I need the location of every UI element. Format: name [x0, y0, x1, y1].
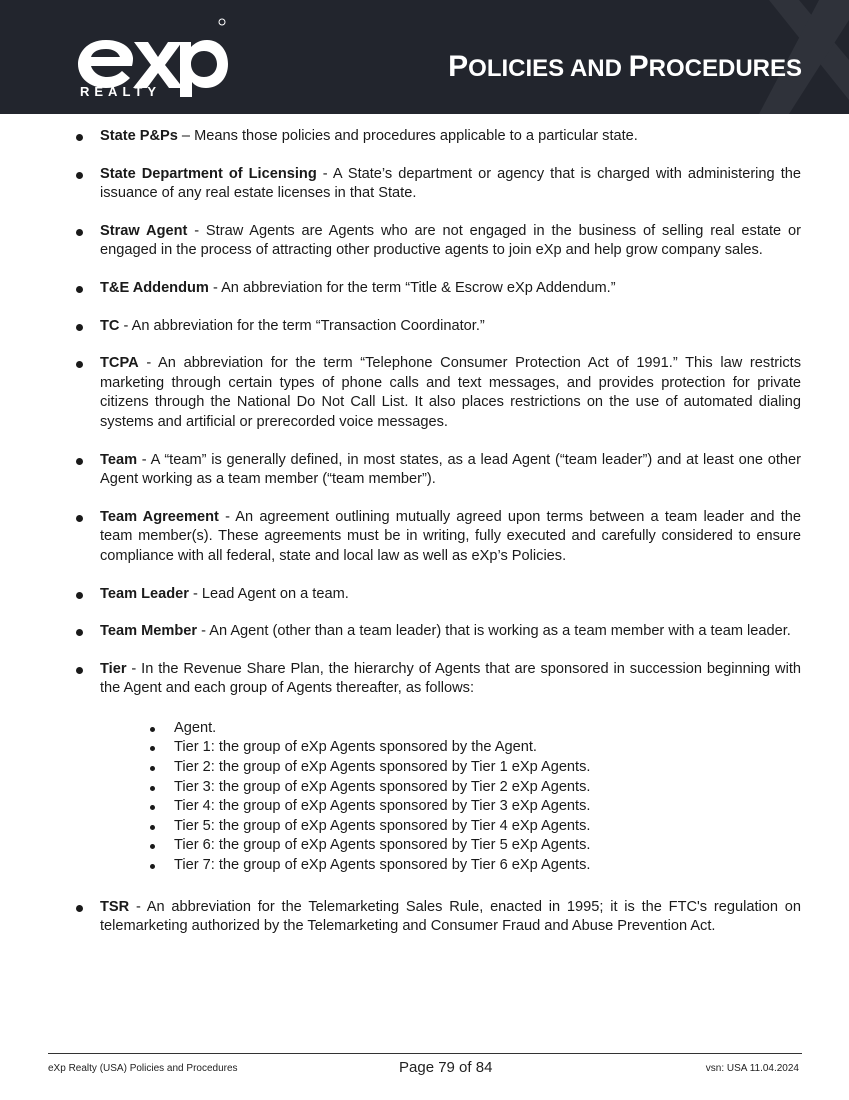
tier-list-item: Tier 3: the group of eXp Agents sponsored by Tier 2 eXp Agents.	[174, 778, 801, 798]
definition-term: Team Leader	[100, 585, 189, 602]
definition-text: - An abbreviation for the Telemarketing Sales Rule, enacted in 1995; it is the FTC's regulation on telemarketing authorized by the Telemarketing and Consumer Fraud and Abuse Prevention Act.	[100, 898, 801, 935]
definition-text: - In the Revenue Share Plan, the hierarchy of Agents that are sponsored in succession beginning with the Agent and each group of Agents thereafter, as follows:	[100, 660, 801, 697]
svg-text:REALTY: REALTY	[80, 84, 162, 99]
definition-term: TSR	[100, 898, 130, 915]
definition-text: - A State’s department or agency that is charged with administering the issuance of any real estate licenses in that State.	[100, 165, 801, 202]
page-header	[0, 0, 849, 114]
page-title: POLICIES AND PROCEDURES	[448, 50, 802, 83]
definition-text: - An agreement outlining mutually agreed upon terms between a team leader and the team member(s). These agreements must be in writing, fully executed and carefully considered to ensure compliance with all federal, state and local law as well as eXp’s Policies.	[100, 508, 801, 564]
definition-item	[100, 451, 801, 490]
definition-term: Team Agreement	[100, 508, 219, 525]
definition-term: Straw Agent	[100, 222, 188, 239]
definition-item	[100, 165, 801, 204]
footer-document-name: eXp Realty (USA) Policies and Procedures	[48, 1063, 238, 1074]
definition-text: – Means those policies and procedures applicable to a particular state.	[177, 128, 638, 144]
definition-item	[100, 127, 801, 147]
tier-list-item: Agent.	[174, 719, 801, 739]
definition-item	[100, 660, 801, 699]
definition-term: TC	[100, 317, 120, 334]
definition-text: - Lead Agent on a team.	[188, 585, 349, 602]
tier-list-item: Tier 7: the group of eXp Agents sponsored by Tier 6 eXp Agents.	[174, 856, 801, 876]
definition-text: - An abbreviation for the term “Title & Escrow eXp Addendum.”	[208, 279, 616, 296]
definition-item	[100, 585, 801, 605]
definition-term: State P&Ps	[100, 128, 178, 144]
definition-text: - An abbreviation for the term “Telephone Consumer Protection Act of 1991.” This law restricts marketing through certain types of phone calls and text messages, and provides protection for private citizens through the National Do Not Call List. It also places restrictions on the use of automated dialing systems and artificial or prerecorded voice messages.	[100, 355, 801, 430]
definition-text: - A “team” is generally defined, in most states, as a lead Agent (“team leader”) and at least one other Agent working as a team member (“team member”).	[100, 451, 801, 488]
definition-text: - An abbreviation for the term “Transaction Coordinator.”	[119, 317, 485, 334]
tier-list-item: Tier 5: the group of eXp Agents sponsored by Tier 4 eXp Agents.	[174, 817, 801, 837]
definition-term: T&E Addendum	[100, 279, 209, 296]
definition-term: Team	[100, 451, 138, 468]
definition-item	[100, 279, 801, 299]
definition-term: State Department of Licensing	[100, 165, 317, 182]
definition-text: - Straw Agents are Agents who are not engaged in the business of selling real estate or engaged in the process of attracting other productive agents to join eXp and help grow company sales.	[100, 222, 801, 259]
tier-list-item: Tier 2: the group of eXp Agents sponsored by Tier 1 eXp Agents.	[174, 758, 801, 778]
definitions-list	[100, 127, 801, 955]
footer-divider	[48, 1053, 802, 1054]
page-number: Page 79 of 84	[399, 1059, 493, 1076]
definition-term: Team Member	[100, 623, 198, 640]
definition-item	[100, 508, 801, 567]
definition-term: TCPA	[100, 355, 139, 372]
definition-item	[100, 354, 801, 432]
exp-realty-logo	[76, 10, 231, 100]
definition-item	[100, 222, 801, 261]
tier-list-item: Tier 6: the group of eXp Agents sponsored by Tier 5 eXp Agents.	[174, 836, 801, 856]
tier-list	[174, 719, 801, 876]
definition-item	[100, 898, 801, 937]
definition-item	[100, 317, 801, 337]
tier-list-item: Tier 4: the group of eXp Agents sponsored by Tier 3 eXp Agents.	[174, 797, 801, 817]
definition-term: Tier	[100, 660, 127, 677]
definition-item	[100, 622, 801, 642]
tier-list-item: Tier 1: the group of eXp Agents sponsored by the Agent.	[174, 738, 801, 758]
footer-version: vsn: USA 11.04.2024	[705, 1063, 799, 1074]
definition-text: - An Agent (other than a team leader) that is working as a team member with a team leader.	[197, 623, 791, 640]
